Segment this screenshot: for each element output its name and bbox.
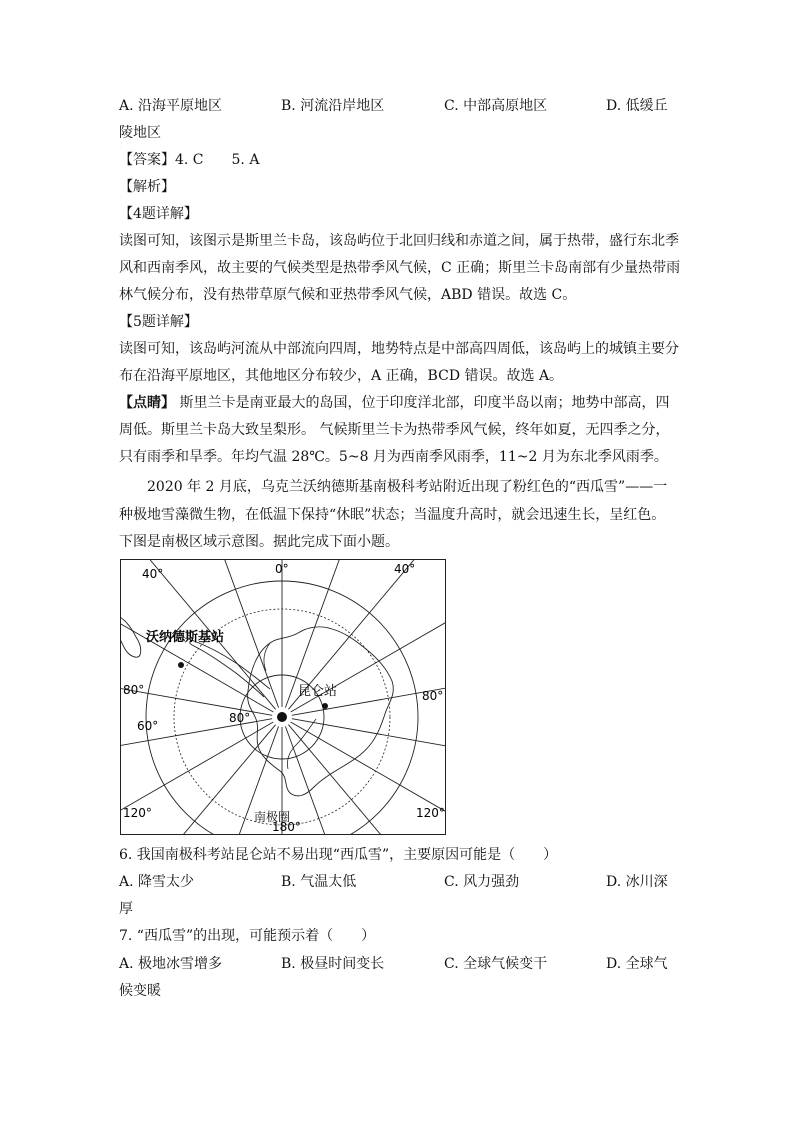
q7-option-d-continued: 候变暖 [119,983,161,999]
label-80-right: 80° [422,689,444,703]
passage-line-2: 种极地雪藻微生物，在低温下保持“休眠”状态；当温度升高时，就会迅速生长，呈红色。 [119,507,666,523]
dianjing-text-1: 斯里兰卡是南亚最大的岛国，位于印度洋北部，印度半岛以南；地势中部高，四 [175,395,670,411]
vernadsky-station-label: 沃纳德斯基站 [146,630,225,645]
passage-line-1: 2020 年 2 月底，乌克兰沃纳德斯基南极科考站附近出现了粉红色的“西瓜雪”——一 [147,479,668,495]
q5-option-c: C. 中部高原地区 [444,98,548,114]
q6-options [119,872,679,892]
q5-option-d: D. 低缓丘 [606,98,668,114]
q5-options [119,96,679,116]
q7-option-d: D. 全球气 [606,956,668,972]
q6-option-d: D. 冰川深 [606,874,668,890]
q7-stem: 7. “西瓜雪”的出现，可能预示着（ ） [119,928,376,944]
q4-detail-line-3: 林气候分布，没有热带草原气候和亚热带季风气候，ABD 错误。故选 C。 [119,287,577,303]
dianjing-line-2: 周低。斯里兰卡岛大致呈梨形。 气候斯里兰卡为热带季风气候，终年如夏，无四季之分， [119,422,670,438]
answer-line: 【答案】4. C 5. A [119,152,260,168]
label-120-right: 120° [416,806,445,820]
q7-option-b: B. 极昼时间变长 [281,956,385,972]
label-180: 180° [272,820,301,834]
q6-option-a: A. 降雪太少 [119,874,195,890]
dianjing-line-1 [119,393,669,413]
q5-option-d-continued: 陵地区 [119,125,161,141]
q6-option-d-continued: 厚 [119,901,133,917]
kunlun-station-dot [322,703,328,709]
q5-detail-line-2: 布在沿海平原地区，其他地区分布较少，A 正确，BCD 错误。故选 A。 [119,368,564,384]
antarctic-circle-label: 南极圈 [254,810,291,824]
analysis-title: 【解析】 [119,179,175,195]
q7-option-a: A. 极地冰雪增多 [119,956,223,972]
q5-detail-line-1: 读图可知，该岛屿河流从中部流向四周，地势特点是中部高四周低，该岛屿上的城镇主要分 [119,341,679,357]
label-40-left: 40° [142,567,164,581]
vernadsky-station-dot [178,662,184,668]
label-80-inner: 80° [229,711,251,725]
kunlun-station-label: 昆仑站 [298,684,338,699]
q4-detail-title: 【4题详解】 [119,206,198,222]
q7-option-c: C. 全球气候变干 [444,956,548,972]
label-60: 60° [137,719,159,733]
label-120-left: 120° [123,806,152,820]
antarctic-map [120,559,446,835]
q4-detail-line-1: 读图可知，该图示是斯里兰卡岛，该岛屿位于北回归线和赤道之间，属于热带，盛行东北季 [119,233,679,249]
q5-detail-title: 【5题详解】 [119,314,198,330]
dianjing-line-3: 只有雨季和旱季。年均气温 28℃。5~8 月为西南季风雨季，11~2 月为东北季风雨季。 [119,449,668,465]
q5-option-a: A. 沿海平原地区 [119,98,223,114]
q7-options [119,954,679,974]
q6-option-b: B. 气温太低 [281,874,357,890]
q6-stem: 6. 我国南极科考站昆仑站不易出现“西瓜雪”，主要原因可能是（ ） [119,847,558,863]
dianjing-label: 【点睛】 [119,395,175,411]
passage-line-3: 下图是南极区域示意图。据此完成下面小题。 [119,534,399,550]
q4-detail-line-2: 风和西南季风，故主要的气候类型是热带季风气候，C 正确；斯里兰卡岛南部有少量热带雨 [119,260,681,276]
q6-option-c: C. 风力强劲 [444,874,520,890]
q5-option-b: B. 河流沿岸地区 [281,98,385,114]
label-0: 0° [275,562,289,576]
south-pole-dot [277,712,287,722]
label-40-right: 40° [394,562,416,576]
label-80-left: 80° [123,683,145,697]
